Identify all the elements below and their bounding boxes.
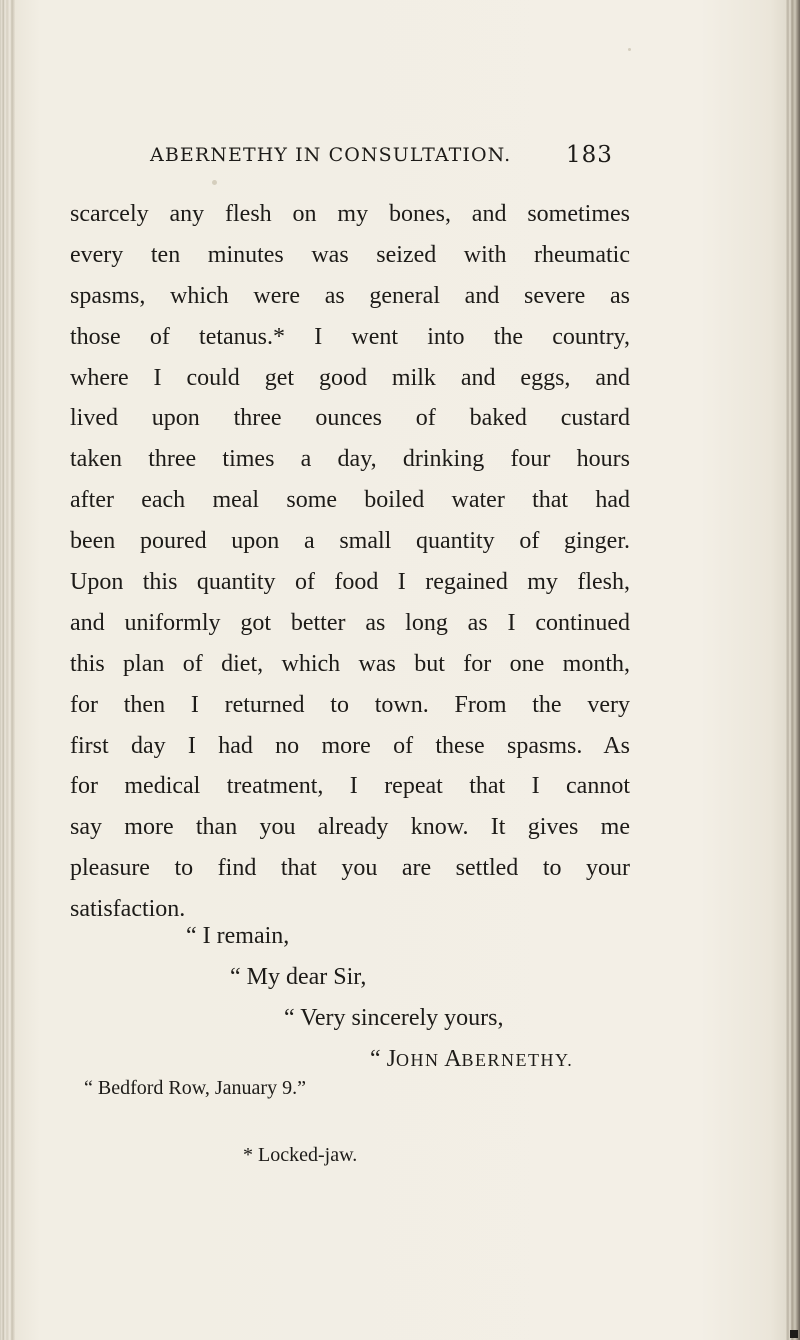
- text-line: after each meal some boiled water that had: [70, 487, 630, 514]
- text-line: pleasure to find that you are settled to your: [70, 855, 630, 882]
- signature-first-rest: OHN: [396, 1050, 440, 1070]
- right-page-edge: [786, 0, 800, 1340]
- signature-last-rest: BERNETHY.: [461, 1050, 574, 1070]
- text-line: spasms, which were as general and severe as: [70, 282, 630, 309]
- page-number: 183: [566, 142, 613, 168]
- text-line: scarcely any flesh on my bones, and sometimes: [70, 201, 630, 227]
- signature: [370, 1045, 573, 1074]
- text-line: lived upon three ounces of baked custard: [70, 405, 630, 432]
- running-head: [0, 144, 800, 172]
- text-line: those of tetanus.* I went into the country,: [70, 323, 630, 350]
- running-title: ABERNETHY IN CONSULTATION.: [150, 144, 512, 166]
- text-line: for then I returned to town. From the very: [70, 691, 630, 718]
- closing-sincerely: “ Very sincerely yours,: [284, 1005, 504, 1031]
- closing-salutation: “ My dear Sir,: [230, 964, 367, 990]
- text-line: first day I had no more of these spasms. As: [70, 732, 630, 759]
- closing-remain: “ I remain,: [186, 923, 290, 949]
- signature-prefix: “ J: [370, 1046, 396, 1072]
- text-line: every ten minutes was seized with rheumatic: [70, 241, 630, 268]
- text-line: and uniformly got better as long as I continued: [70, 609, 630, 636]
- text-line: satisfaction.: [70, 896, 186, 923]
- text-line: for medical treatment, I repeat that I cannot: [70, 773, 630, 800]
- signature-last-initial: A: [444, 1046, 462, 1072]
- paper-speck: [628, 48, 631, 51]
- text-line: been poured upon a small quantity of ginger.: [70, 528, 630, 555]
- left-binding-edge: [0, 0, 16, 1340]
- text-line: Upon this quantity of food I regained my flesh,: [70, 569, 630, 596]
- text-line: taken three times a day, drinking four hours: [70, 446, 630, 473]
- body-text: [70, 200, 630, 936]
- text-line: say more than you already know. It gives me: [70, 814, 630, 841]
- paper-speck: [212, 180, 217, 185]
- address-line: “ Bedford Row, January 9.”: [84, 1077, 306, 1099]
- corner-mark: [790, 1330, 798, 1338]
- text-line: this plan of diet, which was but for one month,: [70, 650, 630, 677]
- text-line: where I could get good milk and eggs, and: [70, 364, 630, 391]
- footnote: * Locked-jaw.: [243, 1144, 358, 1166]
